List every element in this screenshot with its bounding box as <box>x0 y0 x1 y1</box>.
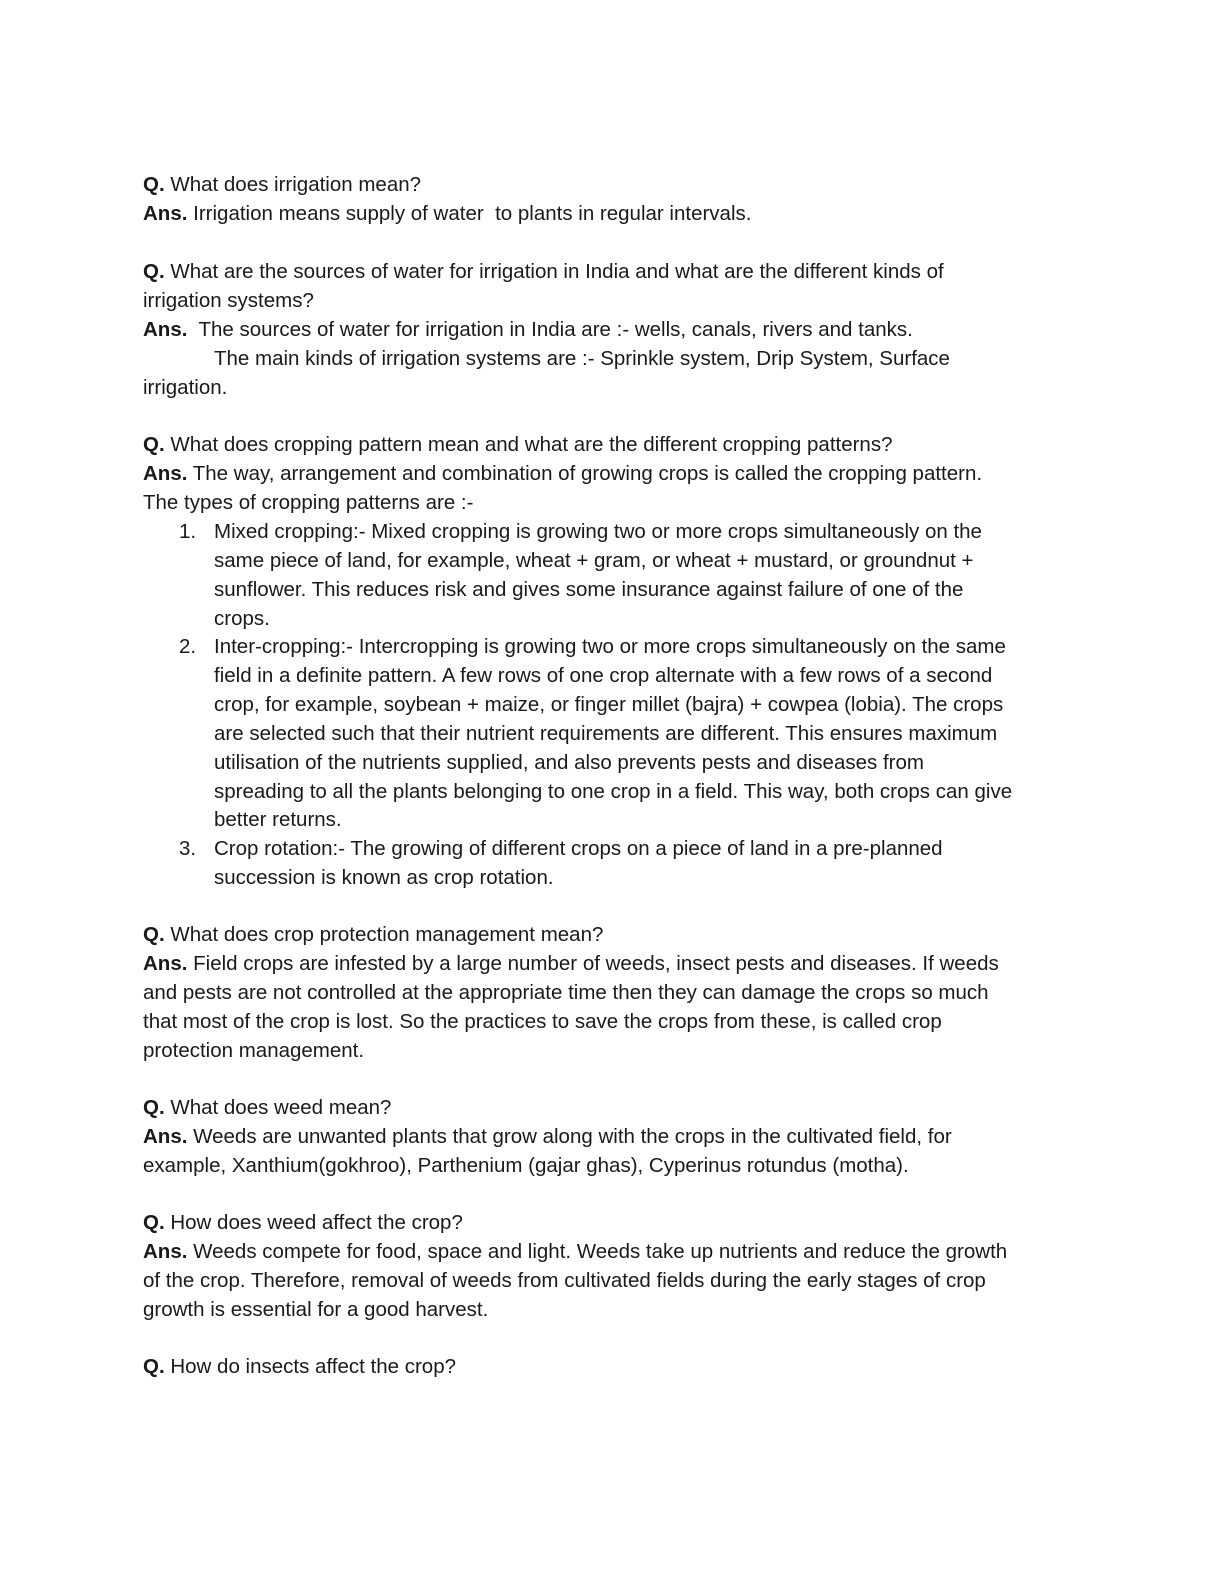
answer-irrigation <box>143 199 751 228</box>
question-text: How do insects affect the crop? <box>164 1355 456 1378</box>
list-item-text: utilisation of the nutrients supplied, and also prevents pests and diseases from <box>214 751 924 774</box>
list-number: 1. <box>179 520 197 543</box>
list-number: 3. <box>179 837 197 860</box>
question-text: What does cropping pattern mean and what are the different cropping patterns? <box>164 433 893 456</box>
ans-label: Ans. <box>143 318 188 341</box>
answer-weed <box>143 1122 952 1151</box>
question-text-cont: irrigation systems? <box>143 289 314 312</box>
answer-text-cont: that most of the crop is lost. So the practices to save the crops from these, is called crop <box>143 1010 942 1033</box>
list-item-text: spreading to all the plants belonging to one crop in a field. This way, both crops can give <box>214 780 1013 803</box>
question-text: How does weed affect the crop? <box>164 1211 463 1234</box>
list-item-text: better returns. <box>214 808 342 831</box>
question-text: What does irrigation mean? <box>164 173 422 196</box>
question-text: What are the sources of water for irrigation in India and what are the different kinds of <box>164 260 944 283</box>
list-item-text: succession is known as crop rotation. <box>214 866 554 889</box>
answer-text: Irrigation means supply of water to plants in regular intervals. <box>187 202 752 225</box>
q-label: Q. <box>143 1211 165 1234</box>
answer-text: Weeds compete for food, space and light. Weeds take up nutrients and reduce the growth <box>187 1240 1008 1263</box>
q-label: Q. <box>143 433 165 456</box>
ans-label: Ans. <box>143 1125 188 1148</box>
q-label: Q. <box>143 260 165 283</box>
answer-text-cont: irrigation. <box>143 376 228 399</box>
list-item-text: crops. <box>214 607 270 630</box>
q-label: Q. <box>143 173 165 196</box>
answer-cropping-pattern <box>143 459 982 488</box>
ans-label: Ans. <box>143 952 188 975</box>
answer-text-cont: The types of cropping patterns are :- <box>143 491 474 514</box>
answer-text-cont: example, Xanthium(gokhroo), Parthenium (gajar ghas), Cyperinus rotundus (motha). <box>143 1154 909 1177</box>
list-number: 2. <box>179 635 197 658</box>
question-irrigation <box>143 170 421 199</box>
answer-text-cont: and pests are not controlled at the appropriate time then they can damage the crops so much <box>143 981 989 1004</box>
answer-text: Field crops are infested by a large number of weeds, insect pests and diseases. If weeds <box>187 952 999 975</box>
question-crop-protection <box>143 920 603 949</box>
question-cropping-pattern <box>143 430 893 459</box>
list-item-inter-cropping: Inter-cropping:- Intercropping is growing two or more crops simultaneously on the same <box>214 635 1006 658</box>
q-label: Q. <box>143 1355 165 1378</box>
q-label: Q. <box>143 1096 165 1119</box>
answer-text-cont: protection management. <box>143 1039 365 1062</box>
list-item-text: are selected such that their nutrient requirements are different. This ensures maximum <box>214 722 998 745</box>
question-weed-effect <box>143 1208 463 1237</box>
answer-text-cont: of the crop. Therefore, removal of weeds from cultivated fields during the early stages of crop <box>143 1269 986 1292</box>
answer-crop-protection <box>143 949 999 978</box>
list-item-text: crop, for example, soybean + maize, or finger millet (bajra) + cowpea (lobia). The crops <box>214 693 1004 716</box>
ans-label: Ans. <box>143 462 188 485</box>
list-item-text: same piece of land, for example, wheat + gram, or wheat + mustard, or groundnut + <box>214 549 974 572</box>
question-insects <box>143 1352 456 1381</box>
list-item-crop-rotation: Crop rotation:- The growing of different crops on a piece of land in a pre-planned <box>214 837 943 860</box>
list-item-text: sunflower. This reduces risk and gives some insurance against failure of one of the <box>214 578 964 601</box>
answer-weed-effect <box>143 1237 1007 1266</box>
answer-text: The sources of water for irrigation in India are :- wells, canals, rivers and tanks. <box>187 318 913 341</box>
list-item-text: field in a definite pattern. A few rows of one crop alternate with a few rows of a second <box>214 664 993 687</box>
answer-text: The way, arrangement and combination of growing crops is called the cropping pattern. <box>187 462 983 485</box>
question-weed <box>143 1093 391 1122</box>
answer-irrigation-sources <box>143 315 913 344</box>
answer-text: Weeds are unwanted plants that grow along with the crops in the cultivated field, for <box>187 1125 952 1148</box>
answer-text-cont: The main kinds of irrigation systems are :- Sprinkle system, Drip System, Surface <box>214 347 950 370</box>
question-irrigation-sources <box>143 257 944 286</box>
question-text: What does weed mean? <box>164 1096 392 1119</box>
question-text: What does crop protection management mean? <box>164 923 604 946</box>
ans-label: Ans. <box>143 1240 188 1263</box>
q-label: Q. <box>143 923 165 946</box>
ans-label: Ans. <box>143 202 188 225</box>
list-item-mixed-cropping: Mixed cropping:- Mixed cropping is growing two or more crops simultaneously on the <box>214 520 982 543</box>
answer-text-cont: growth is essential for a good harvest. <box>143 1298 489 1321</box>
